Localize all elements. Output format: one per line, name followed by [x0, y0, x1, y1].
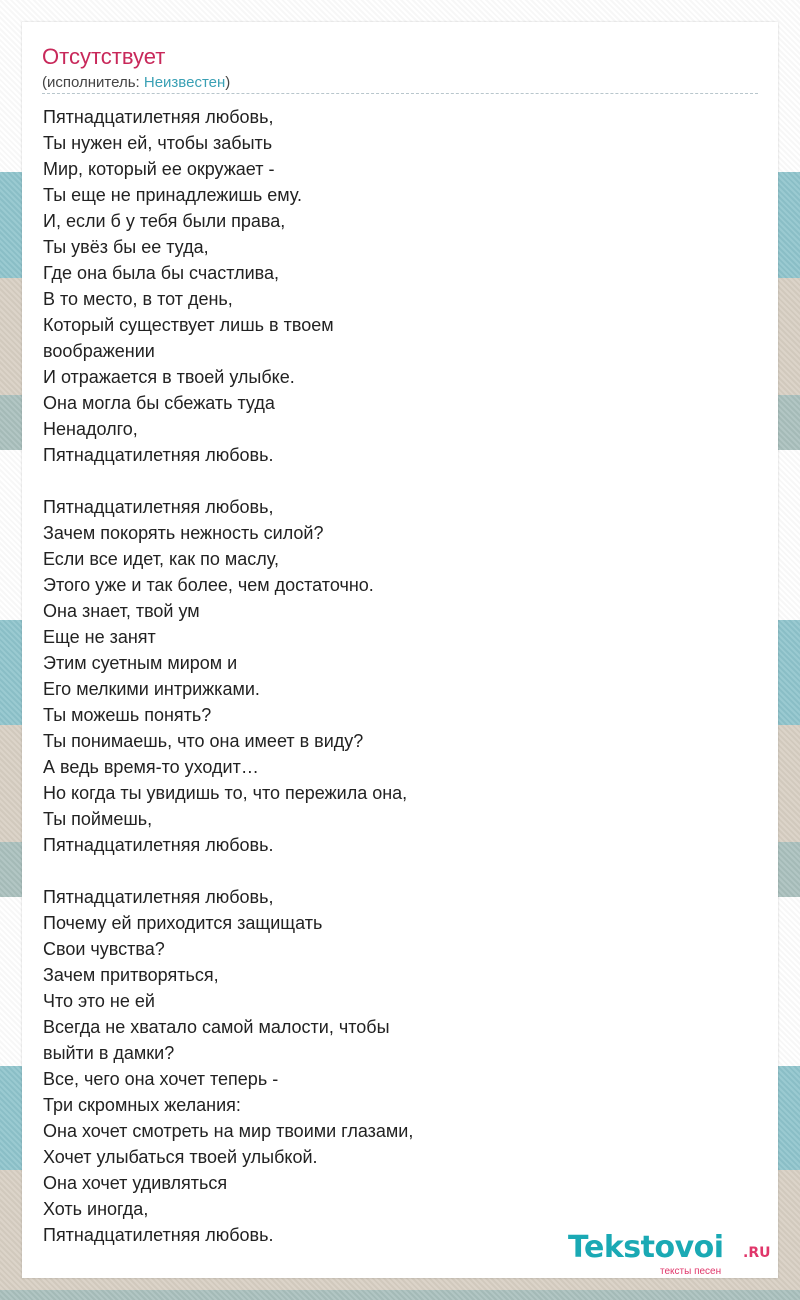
logo-name: Tekstovoi: [568, 1230, 724, 1265]
lyrics-line: Этим суетным миром и: [43, 653, 238, 673]
lyrics-line: Пятнадцатилетняя любовь,: [43, 107, 274, 127]
lyrics-line: Хочет улыбаться твоей улыбкой.: [43, 1147, 318, 1167]
lyrics-line: Который существует лишь в твоем: [43, 315, 334, 335]
lyrics-line: Его мелкими интрижками.: [43, 679, 260, 699]
site-logo[interactable]: [568, 1230, 778, 1278]
lyrics-line: Она знает, твой ум: [43, 601, 200, 621]
lyrics-line: Зачем покорять нежность силой?: [43, 523, 324, 543]
lyrics-line: Все, чего она хочет теперь -: [43, 1069, 279, 1089]
lyrics-line: Ненадолго,: [43, 419, 138, 439]
lyrics-line: А ведь время-то уходит…: [43, 757, 259, 777]
lyrics-stanza: [43, 494, 743, 858]
lyrics-stanza: [43, 884, 743, 1248]
logo-tagline: тексты песен: [660, 1266, 722, 1277]
lyrics-line: Три скромных желания:: [43, 1095, 241, 1115]
lyrics-line: Ты поймешь,: [43, 809, 153, 829]
lyrics-line: Она хочет удивляться: [43, 1173, 228, 1193]
lyrics-line: Всегда не хватало самой малости, чтобы: [43, 1017, 390, 1037]
title-divider: [42, 93, 758, 94]
lyrics-line: Она могла бы сбежать туда: [43, 393, 275, 413]
lyrics-text: [43, 104, 743, 1248]
lyrics-line: Ты нужен ей, чтобы забыть: [43, 133, 273, 153]
lyrics-line: Хоть иногда,: [43, 1199, 149, 1219]
lyrics-line: Мир, который ее окружает -: [43, 159, 275, 179]
lyrics-line: В то место, в тот день,: [43, 289, 233, 309]
lyrics-line: Пятнадцатилетняя любовь.: [43, 445, 274, 465]
lyrics-line: Пятнадцатилетняя любовь,: [43, 497, 274, 517]
logo-tld: .RU: [743, 1245, 771, 1261]
lyrics-line: Почему ей приходится защищать: [43, 913, 323, 933]
lyrics-line: Если все идет, как по маслу,: [43, 549, 279, 569]
lyrics-line: И отражается в твоей улыбке.: [43, 367, 295, 387]
lyrics-line: воображении: [43, 341, 155, 361]
lyrics-line: Пятнадцатилетняя любовь,: [43, 887, 274, 907]
lyrics-line: Что это не ей: [43, 991, 155, 1011]
lyrics-line: Ты увёз бы ее туда,: [43, 237, 209, 257]
lyrics-line: Свои чувства?: [43, 939, 165, 959]
song-title: Отсутствует: [42, 44, 166, 69]
lyrics-line: Ты понимаешь, что она имеет в виду?: [43, 731, 364, 751]
lyrics-stanza: [43, 104, 743, 468]
lyrics-line: Ты можешь понять?: [43, 705, 212, 725]
lyrics-line: Ты еще не принадлежишь ему.: [43, 185, 303, 205]
lyrics-line: Пятнадцатилетняя любовь.: [43, 1225, 274, 1245]
lyrics-line: Где она была бы счастлива,: [43, 263, 279, 283]
lyrics-line: Этого уже и так более, чем достаточно.: [43, 575, 374, 595]
lyrics-line: выйти в дамки?: [43, 1043, 175, 1063]
lyrics-line: Зачем притворяться,: [43, 965, 219, 985]
lyrics-line: Еще не занят: [43, 627, 156, 647]
byline-prefix: (исполнитель:: [42, 74, 144, 91]
lyrics-line: И, если б у тебя были права,: [43, 211, 286, 231]
lyrics-card: [22, 22, 778, 1278]
artist-byline: [42, 74, 230, 91]
lyrics-line: Она хочет смотреть на мир твоими глазами,: [43, 1121, 414, 1141]
artist-link[interactable]: Неизвестен: [143, 74, 226, 91]
lyrics-line: Пятнадцатилетняя любовь.: [43, 835, 274, 855]
lyrics-line: Но когда ты увидишь то, что пережила она,: [43, 783, 408, 803]
byline-suffix: ): [225, 74, 231, 91]
